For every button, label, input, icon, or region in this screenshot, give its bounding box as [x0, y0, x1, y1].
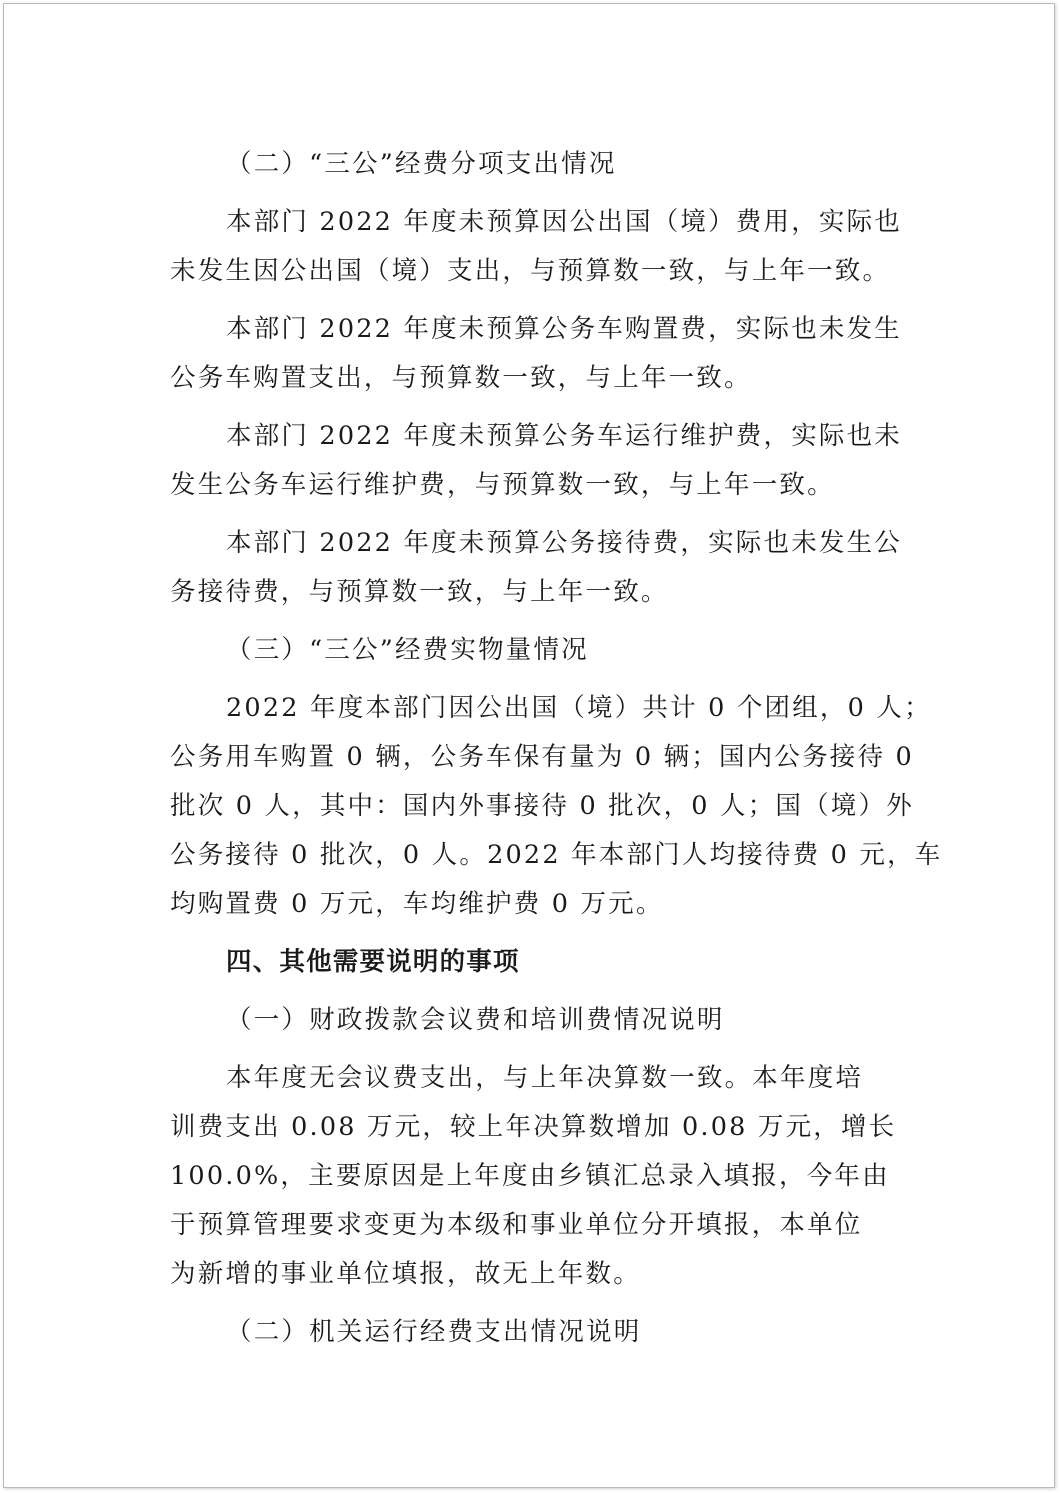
paragraph-line: 100.0%，主要原因是上年度由乡镇汇总录入填报，今年由	[170, 1161, 890, 1191]
paragraph-overseas-travel	[170, 198, 903, 296]
paragraph-line: 批次 0 人，其中：国内外事接待 0 批次，0 人；国（境）外	[170, 791, 914, 821]
paragraph-line: 本年度无会议费支出，与上年决算数一致。本年度培	[226, 1063, 864, 1093]
paragraph-line: 未发生因公出国（境）支出，与预算数一致，与上年一致。	[170, 256, 891, 286]
document-page	[3, 3, 1055, 1488]
paragraph-line: 训费支出 0.08 万元，较上年决算数增加 0.08 万元，增长	[170, 1112, 897, 1142]
paragraph-line: 公务用车购置 0 辆，公务车保有量为 0 辆；国内公务接待 0	[170, 742, 914, 772]
paragraph-line: 为新增的事业单位填报，故无上年数。	[170, 1259, 641, 1289]
paragraph-line: 本部门 2022 年度未预算公务接待费，实际也未发生公	[226, 528, 903, 558]
document-body	[170, 140, 943, 1357]
subsection-heading-operating-expenses: （二）机关运行经费支出情况说明	[226, 1317, 642, 1347]
paragraph-line: 本部门 2022 年度未预算公务车购置费，实际也未发生	[226, 314, 903, 344]
section-heading-three-public-physical: （三）“三公”经费实物量情况	[226, 635, 589, 665]
paragraph-line: 务接待费，与预算数一致，与上年一致。	[170, 577, 669, 607]
paragraph-line: 于预算管理要求变更为本级和事业单位分开填报，本单位	[170, 1210, 863, 1240]
paragraph-physical-quantities	[170, 684, 943, 929]
paragraph-line: 2022 年度本部门因公出国（境）共计 0 个团组，0 人；	[226, 693, 932, 723]
paragraph-vehicle-purchase	[170, 305, 903, 403]
paragraph-line: 均购置费 0 万元，车均维护费 0 万元。	[170, 889, 664, 919]
section-heading-three-public-itemized: （二）“三公”经费分项支出情况	[226, 149, 617, 179]
chapter-heading-other-matters: 四、其他需要说明的事项	[226, 947, 520, 977]
subsection-heading-meeting-training: （一）财政拨款会议费和培训费情况说明	[226, 1005, 725, 1035]
paragraph-line: 本部门 2022 年度未预算因公出国（境）费用，实际也	[226, 207, 903, 237]
paragraph-line: 本部门 2022 年度未预算公务车运行维护费，实际也未	[226, 421, 903, 451]
paragraph-reception	[170, 519, 903, 617]
paragraph-line: 公务接待 0 批次，0 人。2022 年本部门人均接待费 0 元，车	[170, 840, 943, 870]
paragraph-meeting-training	[170, 1054, 900, 1299]
paragraph-line: 发生公务车运行维护费，与预算数一致，与上年一致。	[170, 470, 835, 500]
paragraph-line: 公务车购置支出，与预算数一致，与上年一致。	[170, 363, 752, 393]
paragraph-vehicle-maintenance	[170, 412, 903, 510]
